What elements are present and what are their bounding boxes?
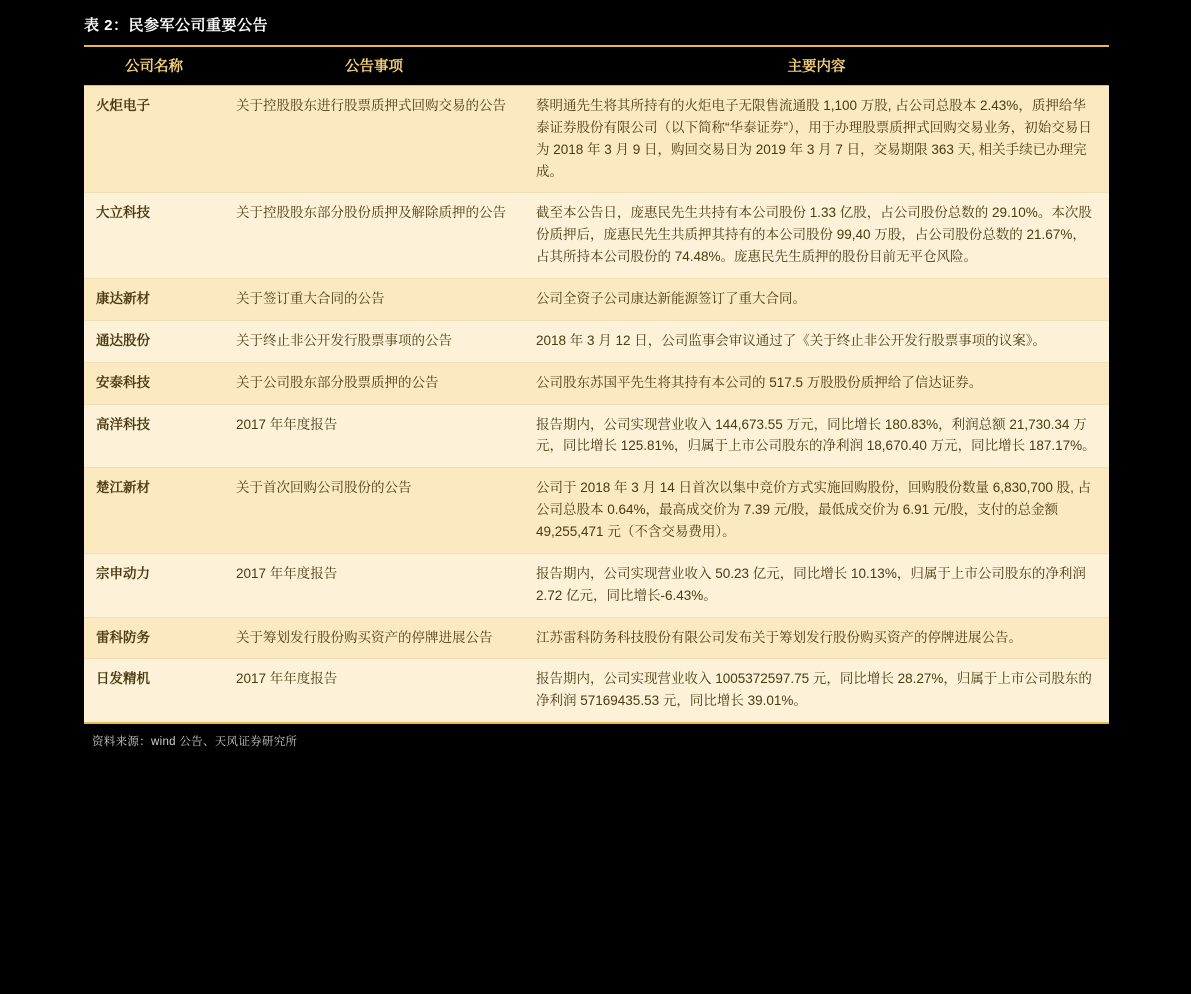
table-title: 表 2：民参军公司重要公告: [84, 17, 269, 34]
cell-company: 雷科防务: [84, 617, 224, 659]
column-header-matter: 公告事项: [224, 46, 524, 86]
cell-content: 截至本公告日，庞惠民先生共持有本公司股份 1.33 亿股，占公司股份总数的 29.10%。本次股份质押后，庞惠民先生共质押其持有的本公司股份 99,40 万股，占公司股份总数的 21.67%，占其所持本公司股份的 74.48%。庞惠民先生质押的股份目前无平仓风险。: [524, 193, 1109, 279]
cell-company: 安泰科技: [84, 362, 224, 404]
cell-content: 报告期内，公司实现营业收入 1005372597.75 元，同比增长 28.27%，归属于上市公司股东的净利润 57169435.53 元，同比增长 39.01%。: [524, 659, 1109, 723]
table-row: [84, 468, 1109, 554]
cell-matter: 关于首次回购公司股份的公告: [224, 468, 524, 554]
cell-matter: 关于公司股东部分股票质押的公告: [224, 362, 524, 404]
table-row: [84, 404, 1109, 468]
table-row: [84, 553, 1109, 617]
cell-matter: 关于控股股东部分股份质押及解除质押的公告: [224, 193, 524, 279]
cell-company: 高洋科技: [84, 404, 224, 468]
table-row: [84, 279, 1109, 321]
table-row: [84, 617, 1109, 659]
cell-matter: 关于签订重大合同的公告: [224, 279, 524, 321]
cell-company: 康达新材: [84, 279, 224, 321]
cell-company: 通达股份: [84, 320, 224, 362]
table-block: [84, 14, 1109, 749]
cell-company: 楚江新材: [84, 468, 224, 554]
cell-company: 宗申动力: [84, 553, 224, 617]
table-row: [84, 193, 1109, 279]
cell-company: 日发精机: [84, 659, 224, 723]
cell-matter: 2017 年年度报告: [224, 404, 524, 468]
table-row: [84, 320, 1109, 362]
announcements-table: [84, 45, 1109, 724]
cell-content: 蔡明通先生将其所持有的火炬电子无限售流通股 1,100 万股, 占公司总股本 2.43%，质押给华泰证券股份有限公司（以下简称“华泰证券”），用于办理股票质押式回购交易业务，初始交易日为 2018 年 3 月 9 日，购回交易日为 2019 年 3 月 7 日，交易期限 363 天, 相关手续已办理完成。: [524, 86, 1109, 193]
cell-content: 公司于 2018 年 3 月 14 日首次以集中竞价方式实施回购股份，回购股份数量 6,830,700 股, 占公司总股本 0.64%，最高成交价为 7.39 元/股，最低成交价为 6.91 元/股，支付的总金额 49,255,471 元（不含交易费用）。: [524, 468, 1109, 554]
cell-company: 大立科技: [84, 193, 224, 279]
cell-content: 江苏雷科防务科技股份有限公司发布关于筹划发行股份购买资产的停牌进展公告。: [524, 617, 1109, 659]
cell-matter: 2017 年年度报告: [224, 659, 524, 723]
cell-content: 公司全资子公司康达新能源签订了重大合同。: [524, 279, 1109, 321]
cell-content: 报告期内，公司实现营业收入 144,673.55 万元，同比增长 180.83%，利润总额 21,730.34 万元，同比增长 125.81%，归属于上市公司股东的净利润 18,670.40 万元，同比增长 187.17%。: [524, 404, 1109, 468]
column-header-company: 公司名称: [84, 46, 224, 86]
cell-matter: 关于控股股东进行股票质押式回购交易的公告: [224, 86, 524, 193]
table-body: [84, 86, 1109, 724]
table-source: 资料来源：wind 公告、天风证券研究所: [92, 736, 298, 749]
cell-content: 公司股东苏国平先生将其持有本公司的 517.5 万股股份质押给了信达证券。: [524, 362, 1109, 404]
cell-matter: 关于筹划发行股份购买资产的停牌进展公告: [224, 617, 524, 659]
cell-content: 报告期内，公司实现营业收入 50.23 亿元，同比增长 10.13%，归属于上市公司股东的净利润 2.72 亿元，同比增长-6.43%。: [524, 553, 1109, 617]
table-row: [84, 659, 1109, 723]
cell-matter: 关于终止非公开发行股票事项的公告: [224, 320, 524, 362]
cell-matter: 2017 年年度报告: [224, 553, 524, 617]
table-row: [84, 362, 1109, 404]
header-row: [84, 46, 1109, 86]
cell-company: 火炬电子: [84, 86, 224, 193]
table-header: [84, 46, 1109, 86]
column-header-content: 主要内容: [524, 46, 1109, 86]
cell-content: 2018 年 3 月 12 日，公司监事会审议通过了《关于终止非公开发行股票事项的议案》。: [524, 320, 1109, 362]
table-row: [84, 86, 1109, 193]
